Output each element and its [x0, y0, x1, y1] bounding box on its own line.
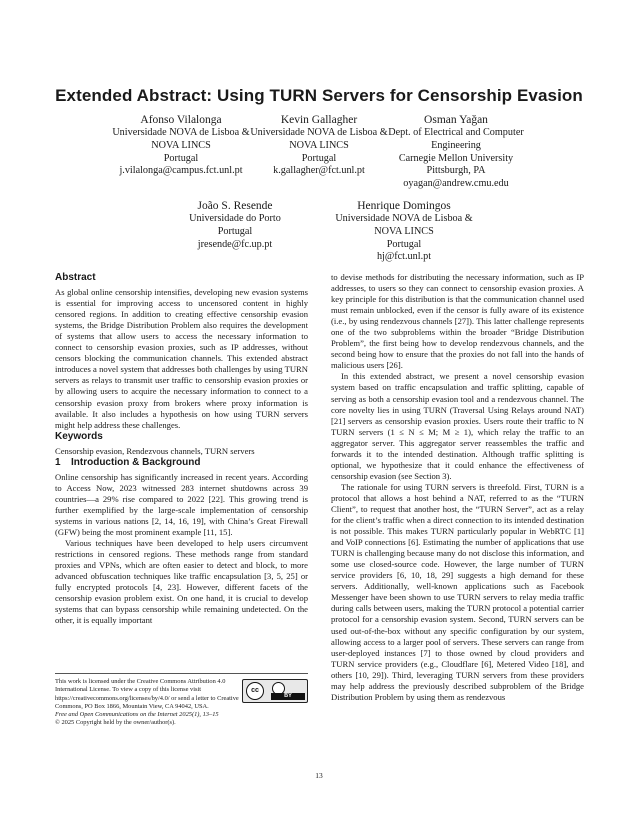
section-heading — [55, 457, 308, 468]
keywords-text: Censorship evasion, Rendezvous channels, TURN servers — [55, 445, 255, 456]
author-affiliation: Engineering — [431, 139, 481, 151]
author-email: jresende@fc.up.pt — [197, 238, 273, 250]
page-number: 13 — [315, 771, 323, 780]
author-affiliation: NOVA LINCS — [151, 139, 211, 151]
left-column — [55, 272, 308, 626]
license-text: This work is licensed under the Creative Commons Attribution 4.0 International License. To view a copy of this license visit https://creativecommons.org/licenses/by/4.0/ or send a letter to Creative Commons, PO Box 1866, Mountain View, CA 94042, USA. — [55, 678, 239, 710]
author-name: João S. Resende — [197, 200, 273, 212]
author-email: oyagan@andrew.cmu.edu — [403, 178, 509, 190]
paper-title: Extended Abstract: Using TURN Servers for Censorship Evasion — [55, 86, 583, 105]
author-affiliation: Dept. of Electrical and Computer — [388, 127, 524, 138]
intro-paragraph-1: Online censorship has significantly increased in recent years. According to Access Now, 2023 witnessed 283 internet shutdowns across 39 countries—a 29% rise compared to 2022 [22]. This growing trend is further exemplified by the large-scale implementation of censorship systems in various nations [2, 14, 16, 19], with China’s Great Firewall (GFW) being the most prominent example [11, 15]. — [55, 471, 308, 538]
body-paragraph-1: to devise methods for distributing the necessary information, such as IP addresses, to users so they can connect to censorship evasion proxies. A key principle for this distribution is that the communication channel used must remain unblocked, even if the censor is fully aware of its existence (i.e., by using rendezvous channels [27]). This latter challenge represents one of the two subproblems within the broader “Bridge Distribution Problem”, the first being how to develop rendezvous channels, and the second being how to ensure that the proxies do not fall into the hands of malicious users [26]. — [331, 272, 584, 371]
author-name: Afonso Vilalonga — [140, 114, 222, 126]
body-paragraph-2: In this extended abstract, we present a novel censorship evasion system based on traffic encapsulation and traffic splitting, capable of serving as both a censorship evasion tool and a rendezvous channel. The core novelty lies in using TURN (Traversal Using Relays around NAT) [21] servers as censorship evasion proxies. Users route their traffic to N TURN servers (1 ≤ N ≤ M; M ≥ 1), which relay the traffic to an aggregator server. This aggregator server reassembles the traffic and forwards it to the intended destination. Although traffic splitting is optional, we hypothesize that it could enhance the effectiveness of censorship evasion (see Section 3). — [331, 371, 584, 481]
right-column — [331, 272, 584, 703]
author-country: Portugal — [386, 238, 422, 250]
body-paragraph-3: The rationale for using TURN servers is threefold. First, TURN is a protocol that allows a host behind a NAT, referred to as the “TURN Client”, to request that another host, the “TURN Server”, act as a relay for the client’s traffic when a direct connection to its intended destination is not possible. This makes TURN particularly popular in WebRTC [1] and VoIP connections [6]. Estimating the number of applications that use TURN is challenging because many do not disclose this information, and some use closed-source code. However, the large number of TURN service providers [6, 10, 18, 29] suggests a high demand for these servers. Additionally, well-known applications such as Facebook Messenger have been shown to use TURN servers to relay media traffic during calls between users, making the TURN protocol a potential carrier protocol for a censorship evasion system. Second, TURN servers can be used out-of-the-box without any specific configuration by our system, allowing access to a larger pool of servers. These servers can range from user-deployed instances [7] to those owned by cloud providers and TURN service providers (e.g., Cloudflare [6], Metered Video [18], and others [10, 29]). Third, leveraging TURN servers from these providers may help address the previously described subproblem of the Bridge Distribution Problem by using them as rendezvous — [331, 481, 584, 702]
section-number: 1 — [55, 456, 61, 468]
author-affiliation: NOVA LINCS — [289, 139, 349, 151]
abstract-heading: Abstract — [55, 272, 96, 283]
cc-by-license-badge[interactable] — [242, 679, 308, 703]
author-affiliation: Universidade NOVA de Lisboa & — [335, 213, 473, 224]
author-email: k.gallagher@fct.unl.pt — [273, 165, 365, 177]
author-name: Henrique Domingos — [357, 200, 451, 212]
keywords-heading: Keywords — [55, 430, 103, 442]
author-name: Osman Yağan — [424, 114, 488, 126]
footnote-divider — [55, 673, 308, 674]
journal-citation: Free and Open Communications on the Internet 2025(1), 13–15 — [55, 711, 219, 719]
cc-icon: cc — [246, 682, 264, 700]
author-affiliation: Universidade NOVA de Lisboa & — [250, 127, 388, 138]
by-label: BY — [271, 693, 305, 700]
intro-paragraph-2: Various techniques have been developed to help users circumvent restrictions in censored regions. These methods range from standard proxies and VPNs, which are often easier to detect and block, to more advanced obfuscation techniques like traffic encapsulation [3, 5, 25] or fully encrypted protocols [4, 23]. However, different facets of the censorship evasion problem exist. On one hand, it is crucial to develop systems that can bypass censorship while remaining undetected. On the other, it is equally important — [55, 538, 308, 626]
section-title: Introduction & Background — [71, 456, 201, 468]
author-affiliation: NOVA LINCS — [374, 225, 434, 237]
author-country: Portugal — [301, 152, 337, 164]
author-location: Pittsburgh, PA — [426, 165, 486, 177]
author-email: j.vilalonga@campus.fct.unl.pt — [119, 165, 243, 177]
author-5 — [304, 199, 504, 264]
author-country: Portugal — [217, 225, 253, 237]
author-3 — [356, 113, 556, 191]
author-name: Kevin Gallagher — [280, 114, 358, 126]
copyright-notice: © 2025 Copyright held by the owner/author(s). — [55, 719, 176, 727]
author-country: Portugal — [163, 152, 199, 164]
author-affiliation: Universidade NOVA de Lisboa & — [112, 127, 250, 138]
author-affiliation: Carnegie Mellon University — [398, 152, 514, 164]
abstract-text: As global online censorship intensifies, developing new evasion systems is essential for improving access to uncensored content in highly censored regions. In addition to creating effective censorship evasion systems, the Bridge Distribution Problem also requires the development of systems that allow users to access the necessary information to connect to censorship evasion proxies, such as IP addresses, without censors blocking the communication channels. This extended abstract introduces a novel system that addresses both challenges by using TURN servers as relays to transmit user traffic to censorship evasion proxies or by allowing users to acquire the necessary information to connect to a censorship evasion proxy from brokers where proxy information is available. It also includes a hypothesis on how using TURN servers might help address these challenges. — [55, 287, 308, 430]
author-email: hj@fct.unl.pt — [376, 251, 432, 263]
author-affiliation: Universidade do Porto — [189, 213, 281, 224]
